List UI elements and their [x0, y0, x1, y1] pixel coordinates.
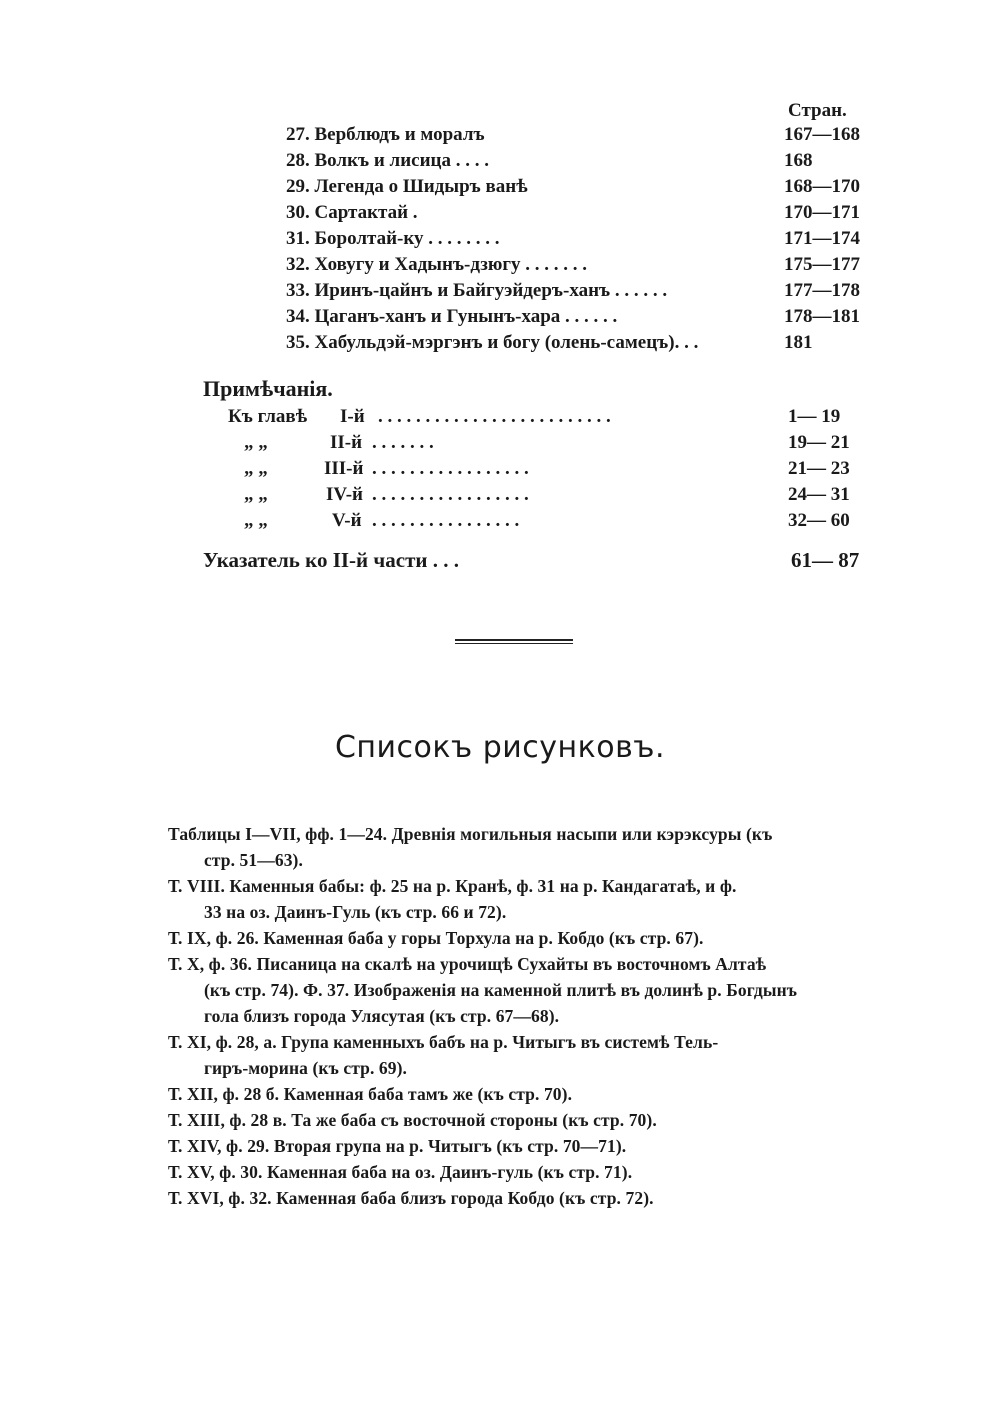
- toc-entry: [286, 202, 866, 228]
- toc-entry: [286, 228, 866, 254]
- toc-entry-title: 34. Цаганъ-ханъ и Гунынъ-хара . . . . . .: [286, 306, 618, 327]
- toc-entry-title: 29. Легенда о Шидыръ ванѣ: [286, 176, 528, 197]
- figure-entry-line: гиръ-морина (къ стр. 69).: [204, 1058, 408, 1078]
- toc-entry-title: 31. Боролтай-ку . . . . . . . .: [286, 228, 500, 249]
- note-row: [244, 458, 904, 484]
- toc-entry-pages: 170—171: [784, 202, 860, 223]
- toc-entry-pages: 167—168: [784, 124, 860, 145]
- index-entry-title: Указатель ко II-й части . . .: [203, 548, 459, 572]
- figure-entry-line: стр. 51—63).: [204, 850, 303, 870]
- note-prefix: „ „: [244, 484, 268, 505]
- toc-entry: [286, 254, 866, 280]
- toc-entry: [286, 306, 866, 332]
- notes-heading: Примѣчанія.: [203, 376, 333, 401]
- toc-entry: [286, 124, 866, 150]
- figure-entry-line: Таблицы I—VII, фф. 1—24. Древнія могильныя насыпи или кэрэксуры (къ: [168, 824, 773, 844]
- figure-entry-line: Т. IX, ф. 26. Каменная баба у горы Торхула на р. Кобдо (къ стр. 67).: [168, 928, 704, 948]
- toc-entry-pages: 168—170: [784, 176, 860, 197]
- note-leader-dots: . . . . . . . . . . . . . . . . .: [372, 458, 529, 479]
- note-row: [244, 432, 904, 458]
- note-prefix: „ „: [244, 510, 268, 531]
- toc-entry-title: 28. Волкъ и лисица . . . .: [286, 150, 489, 171]
- note-chapter: I-й: [340, 406, 365, 427]
- note-chapter: IV-й: [326, 484, 363, 505]
- index-entry-pages: 61— 87: [791, 548, 860, 572]
- note-pages: 24— 31: [788, 484, 850, 505]
- note-leader-dots: . . . . . . . . . . . . . . . . . . . . . . . . .: [378, 406, 611, 427]
- figure-entry-line: Т. X, ф. 36. Писаница на скалѣ на урочищѣ Сухайты въ восточномъ Алтаѣ: [168, 954, 767, 974]
- note-chapter: II-й: [330, 432, 363, 453]
- note-row: [244, 510, 904, 536]
- note-pages: 32— 60: [788, 510, 850, 531]
- toc-entry: [286, 150, 866, 176]
- figure-entry-line: Т. XVI, ф. 32. Каменная баба близъ города Кобдо (къ стр. 72).: [168, 1188, 654, 1208]
- toc-entry: [286, 332, 866, 358]
- note-leader-dots: . . . . . . .: [372, 432, 434, 453]
- toc-entry: [286, 176, 866, 202]
- toc-entry-pages: 168: [784, 150, 813, 171]
- note-row: [244, 484, 904, 510]
- toc-entry-pages: 171—174: [784, 228, 860, 249]
- figure-entry-line: Т. VIII. Каменныя бабы: ф. 25 на р. Кранѣ, ф. 31 на р. Кандагатаѣ, и ф.: [168, 876, 737, 896]
- figure-entry-line: Т. XIII, ф. 28 в. Та же баба съ восточной стороны (къ стр. 70).: [168, 1110, 657, 1130]
- note-chapter: III-й: [324, 458, 364, 479]
- pages-column-header: Стран.: [788, 100, 847, 121]
- figures-list-title: Списокъ рисунковъ.: [334, 730, 666, 765]
- note-prefix: „ „: [244, 458, 268, 479]
- section-divider-top: [455, 639, 573, 641]
- figure-entry-line: гола близъ города Улясутая (къ стр. 67—68).: [204, 1006, 560, 1026]
- figure-entry-line: Т. XV, ф. 30. Каменная баба на оз. Даинъ-гуль (къ стр. 71).: [168, 1162, 633, 1182]
- toc-entry-pages: 181: [784, 332, 813, 353]
- note-pages: 1— 19: [788, 406, 841, 427]
- section-divider-bottom: [455, 643, 573, 644]
- figure-entry-line: Т. XI, ф. 28, а. Група каменныхъ бабъ на р. Читыгъ въ системѣ Тель-: [168, 1032, 719, 1052]
- note-pages: 19— 21: [788, 432, 850, 453]
- index-entry: [203, 548, 863, 573]
- toc-entry-title: 32. Ховугу и Хадынъ-дзюгу . . . . . . .: [286, 254, 587, 275]
- toc-entry: [286, 280, 866, 306]
- note-chapter: V-й: [332, 510, 362, 531]
- figure-entry-line: Т. XIV, ф. 29. Вторая група на р. Читыгъ (къ стр. 70—71).: [168, 1136, 627, 1156]
- note-row: [228, 406, 888, 432]
- toc-entry-pages: 177—178: [784, 280, 860, 301]
- note-pages: 21— 23: [788, 458, 850, 479]
- figure-entry-line: (къ стр. 74). Ф. 37. Изображенія на каменной плитѣ въ долинѣ р. Богдынъ: [204, 980, 798, 1000]
- note-prefix: Къ главѣ: [228, 406, 308, 427]
- toc-entry-title: 30. Сартактай .: [286, 202, 418, 223]
- note-leader-dots: . . . . . . . . . . . . . . . . .: [372, 484, 529, 505]
- figure-entry-line: 33 на оз. Даинъ-Гуль (къ стр. 66 и 72).: [204, 902, 507, 922]
- toc-entry-title: 27. Верблюдъ и моралъ: [286, 124, 485, 145]
- note-leader-dots: . . . . . . . . . . . . . . . .: [372, 510, 520, 531]
- toc-entry-title: 33. Иринъ-цайнъ и Байгуэйдеръ-ханъ . . . . . .: [286, 280, 668, 301]
- toc-entry-title: 35. Хабульдэй-мэргэнъ и богу (олень-самецъ). . .: [286, 332, 699, 353]
- figure-entry-line: Т. XII, ф. 28 б. Каменная баба тамъ же (къ стр. 70).: [168, 1084, 573, 1104]
- note-prefix: „ „: [244, 432, 268, 453]
- toc-entry-pages: 175—177: [784, 254, 860, 275]
- toc-entry-pages: 178—181: [784, 306, 860, 327]
